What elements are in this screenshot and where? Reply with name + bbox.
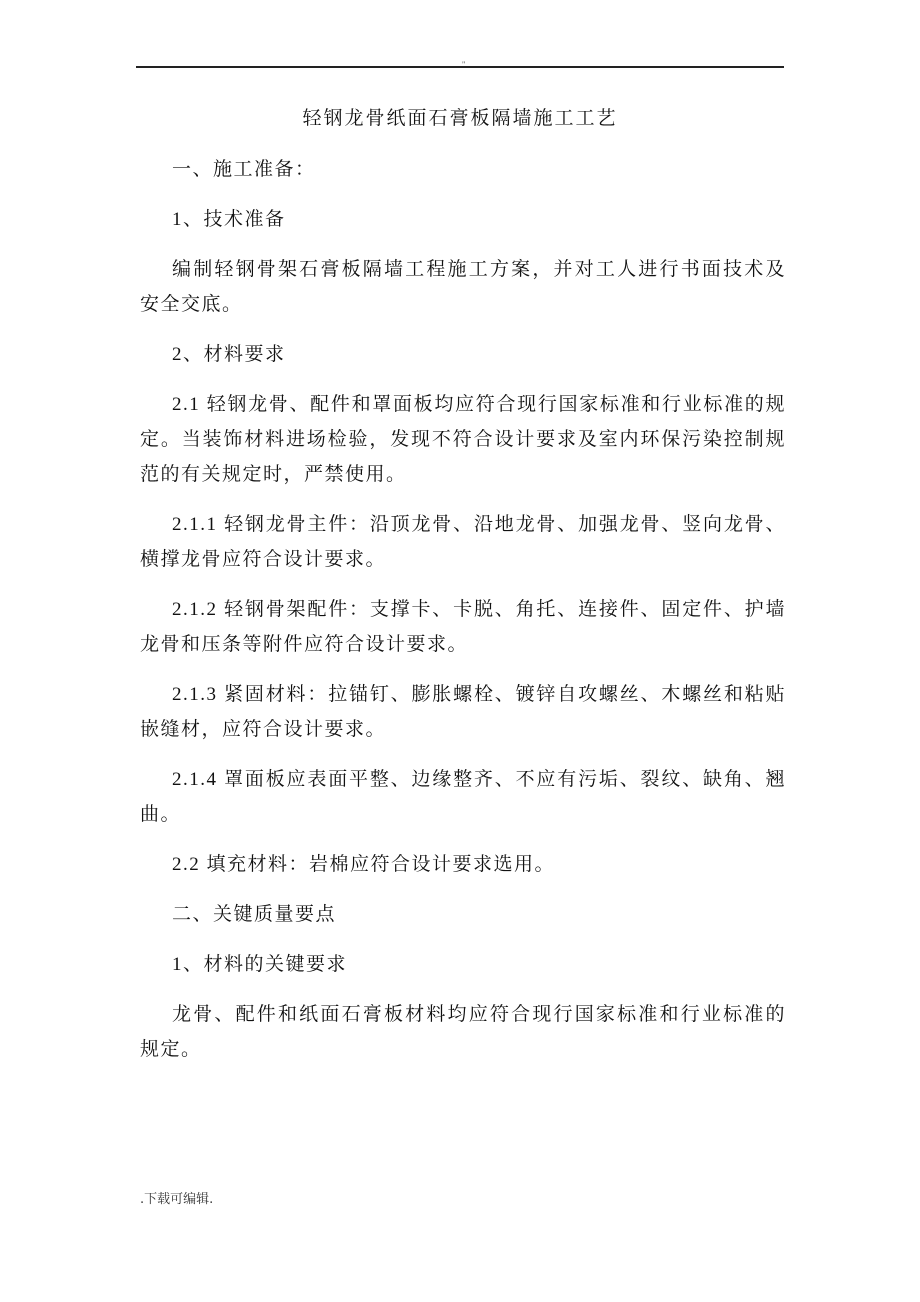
text-line: 编制轻钢骨架石膏板隔墙工程施工方案，并对工人进行书面技术及 — [172, 259, 786, 280]
text-line: 一、施工准备： — [172, 159, 316, 180]
paragraph — [140, 152, 786, 187]
paragraph — [140, 762, 786, 832]
text-line: 2.1.4 罩面板应表面平整、边缘整齐、不应有污垢、裂纹、缺角、翘 — [172, 769, 786, 790]
paragraph — [140, 337, 786, 372]
text-line: 龙骨和压条等附件应符合设计要求。 — [140, 634, 469, 655]
paragraph — [140, 202, 786, 237]
paragraph — [140, 947, 786, 982]
text-line: 二、关键质量要点 — [172, 904, 337, 925]
text-line: 2.1 轻钢龙骨、配件和罩面板均应符合现行国家标准和行业标准的规 — [172, 394, 786, 415]
footer-note: .下载可编辑. — [140, 1192, 214, 1207]
text-line: 嵌缝材，应符合设计要求。 — [140, 719, 387, 740]
paragraph — [140, 677, 786, 747]
text-line: 安全交底。 — [140, 294, 243, 315]
paragraph — [140, 507, 786, 577]
header-mark: " — [462, 60, 466, 69]
text-line: 定。当装饰材料进场检验，发现不符合设计要求及室内环保污染控制规 — [140, 429, 786, 450]
text-line: 1、技术准备 — [172, 209, 286, 230]
text-line: 2、材料要求 — [172, 344, 286, 365]
text-line: 规定。 — [140, 1039, 202, 1060]
text-line: 2.2 填充材料：岩棉应符合设计要求选用。 — [172, 854, 556, 875]
paragraph — [140, 897, 786, 932]
document-title: 轻钢龙骨纸面石膏板隔墙施工工艺 — [302, 108, 618, 129]
paragraph — [140, 252, 786, 322]
text-line: 2.1.3 紧固材料：拉锚钉、膨胀螺栓、镀锌自攻螺丝、木螺丝和粘贴 — [172, 684, 786, 705]
text-line: 龙骨、配件和纸面石膏板材料均应符合现行国家标准和行业标准的 — [172, 1004, 786, 1025]
text-line: 横撑龙骨应符合设计要求。 — [140, 549, 387, 570]
header-rule — [136, 66, 784, 68]
paragraph — [140, 997, 786, 1067]
text-line: 1、材料的关键要求 — [172, 954, 348, 975]
document-body — [140, 152, 786, 1082]
paragraph — [140, 847, 786, 882]
paragraph — [140, 592, 786, 662]
text-line: 2.1.2 轻钢骨架配件：支撑卡、卡脱、角托、连接件、固定件、护墙 — [172, 599, 786, 620]
paragraph — [140, 387, 786, 492]
text-line: 曲。 — [140, 804, 182, 825]
text-line: 2.1.1 轻钢龙骨主件：沿顶龙骨、沿地龙骨、加强龙骨、竖向龙骨、 — [172, 514, 786, 535]
text-line: 范的有关规定时，严禁使用。 — [140, 464, 407, 485]
